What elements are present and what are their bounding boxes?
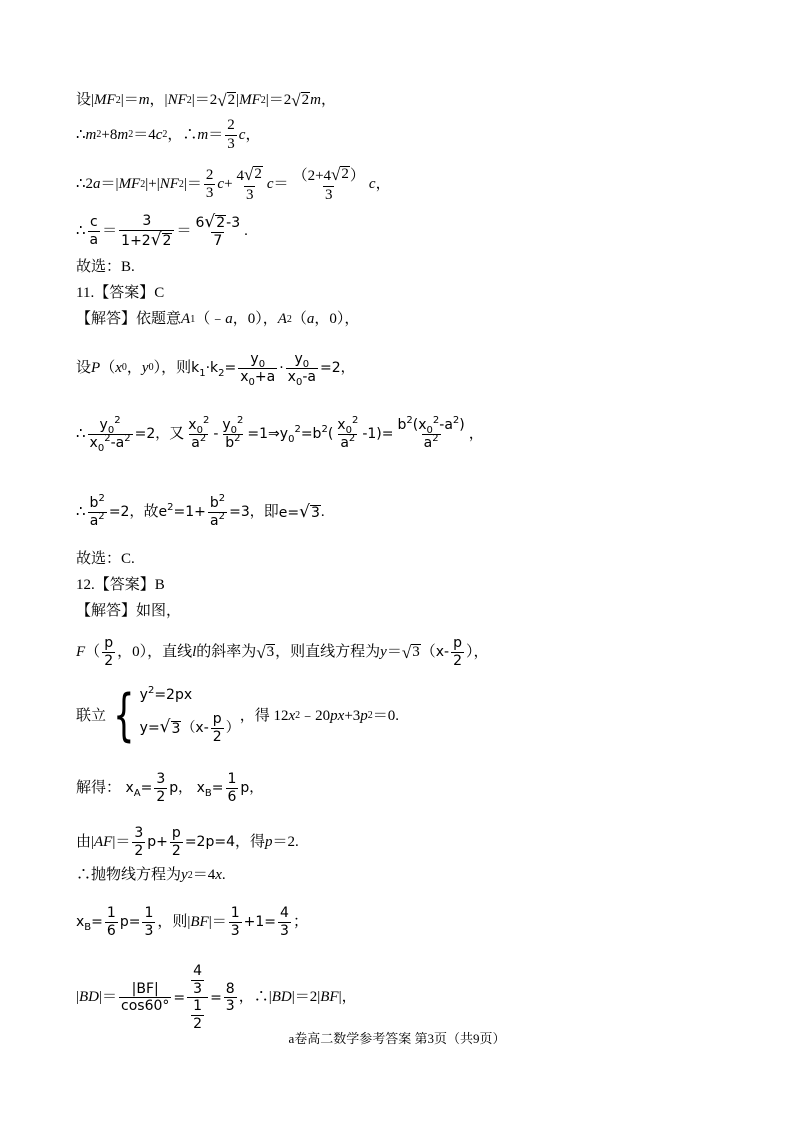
- solution-line-1: 设| MF 2 |＝ m ，| NF 2 |＝2 √ 2 | MF 2 |＝2 √ 2 m ，: [76, 91, 336, 110]
- solution-line-18: ∴抛物线方程为 y 2 ＝4 x .: [76, 867, 226, 883]
- solution-line-17: 由| AF |＝ $\frac{3}{2}$ p+ $\frac{p}{2}$ =2p=4 ，得 p ＝2.: [76, 825, 299, 859]
- solution-line-7: 【解答】依题意 A 1 （﹣ a ，0）， A 2 （ a ，0），: [76, 311, 360, 327]
- solution-line-15: 联立 { $y^2=2px$ y= √ 3 （x- $\frac{p}{2}$ ） ，得 12 x 2 ﹣20 px +3 p 2 ＝0.: [76, 683, 400, 749]
- solution-line-19: $x_B=$ $\frac{1}{6}$ p= $\frac{1}{3}$ ，则| BF |＝ $\frac{1}{3}$ +1= $\frac{4}{3}$ ；: [76, 905, 308, 939]
- solution-line-11: 故选：C.: [76, 551, 135, 567]
- solution-line-2: ∴ m 2 +8 m 2 ＝4 c 2 ，∴ m ＝ $\frac{2}{3}$ c ，: [76, 117, 261, 152]
- solution-line-14: F （ $\frac{p}{2}$ ，0），直线 l 的斜率为 √ 3 ，则直线方程为 y ＝ √ 3 （ x- $\frac{p}{2}$ ），: [76, 635, 489, 669]
- solution-line-5: 故选：B.: [76, 259, 135, 275]
- brace-icon: {: [113, 683, 135, 749]
- answer-12: 12.【答案】B: [76, 577, 165, 593]
- solution-line-8: 设 P （ x 0 ， y 0 ），则 $k_1\cdot k_2=$ $\frac{y_0}{x_0+a}$ · $\frac{y_0}{x_0-a}$ =2，: [76, 351, 355, 388]
- page-footer: a卷高二数学参考答案 第3页（共9页）: [288, 1031, 506, 1046]
- solution-line-9: ∴ $\frac{y_0^2}{x_0^2-a^2}$ =2， 又 $\frac{x_0^2}{a^2}$ - $\frac{y_0^2}{b^2}$ $=1\Rightarrow y_0^2=b^2$( $\frac{x_0^2}{a^2}$ -1)= $\frac{b^2(x_0^2-a^2)}{a^2}$ ，: [76, 415, 484, 454]
- answer-11: 11.【答案】C: [76, 285, 165, 301]
- solution-line-4: ∴ $\frac{c}{a}$ ＝ 3 1+2 √ 2 ＝ 6 √ 2 -3 7 .: [76, 212, 248, 250]
- solution-line-20: | BD |＝ $\frac{|BF|}{\cos 60^\circ}$ = $\frac{\frac{4}{3}}{\frac{1}{2}}$ = $\frac{8}{3}$ ，∴| BD |＝2| BF |，: [76, 963, 357, 1033]
- solution-line-10: ∴ $\frac{b^2}{a^2}$ =2， 故 $e^2=1+$ $\frac{b^2}{a^2}$ =3， 即 e= √ 3 .: [76, 493, 325, 529]
- solution-line-13: 【解答】如图，: [76, 603, 182, 619]
- solution-line-3: ∴2 a ＝| MF 2 |+| NF 2 |＝ $\frac{2}{3}$ c + 4 √ 2 3 c ＝ （2+4 √ 2 ） 3 c ，: [76, 165, 391, 203]
- solution-line-16: 解得： $x_A=$ $\frac{3}{2}$ p， $x_B=$ $\frac{1}{6}$ p，: [76, 771, 264, 805]
